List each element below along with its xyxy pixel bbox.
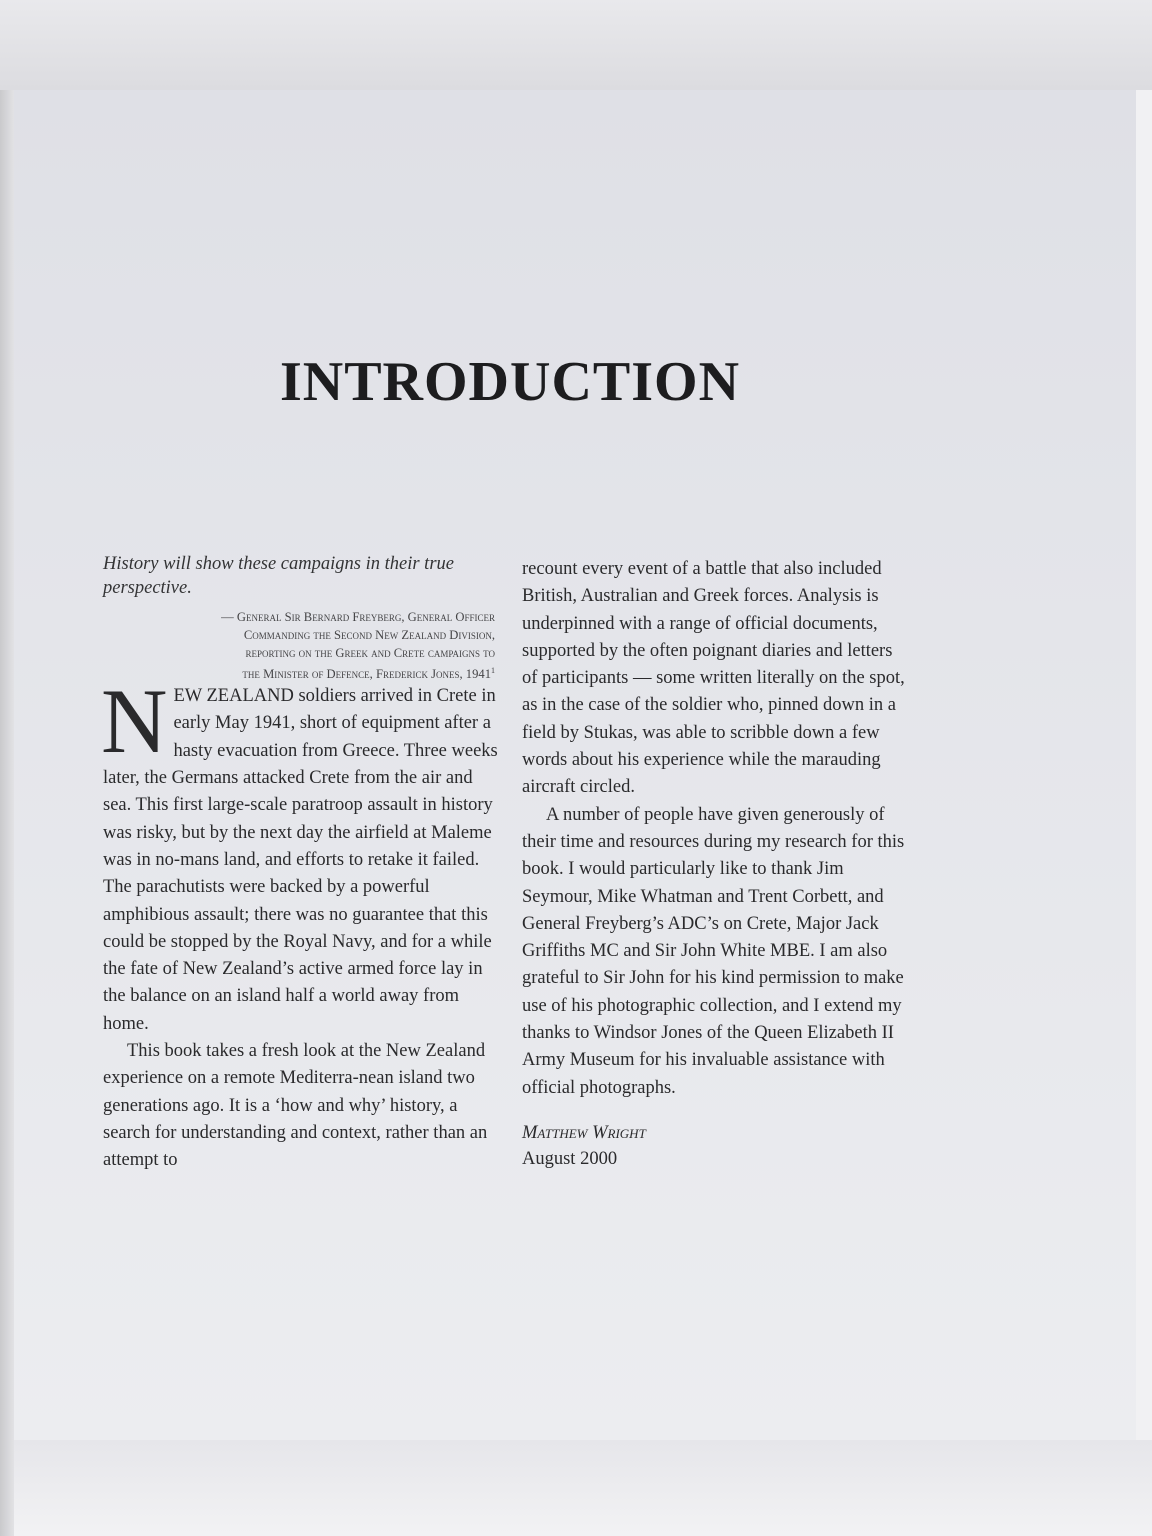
background-bottom bbox=[14, 1440, 1152, 1536]
body-paragraph-2: This book takes a fresh look at the New Zealand experience on a remote Mediterra-nean island two generations ago. It is a ‘how and why’ history, a search for understanding and context, rather than an attempt to bbox=[103, 1041, 488, 1171]
background-top bbox=[0, 0, 1152, 90]
body-paragraph-3: A number of people have given generously of their time and resources during my research for this book. I would particularly like to thank Jim Seymour, Mike Whatman and Trent Corbett, and General Freyberg’s ADC’s on Crete, Major Jack Griffiths MC and Sir John White MBE. I am also grateful to Sir John for his kind permission to make use of his photographic collection, and I extend my thanks to Windsor Jones of the Queen Elizabeth II Army Museum for his invaluable assistance with official photographs. bbox=[522, 804, 905, 1098]
body-paragraph-2-continued: recount every event of a battle that also included British, Australian and Greek forces. Analysis is underpinned with a range of official documents, supported by the often poignant diaries and letters of participants — some written literally on the spot, as in the case of the soldier who, pinned down in a field by Stukas, was able to scribble down a few words about his experience while the marauding aircraft circled. bbox=[522, 559, 905, 798]
chapter-title: INTRODUCTION bbox=[279, 351, 741, 413]
right-column bbox=[522, 556, 912, 1172]
epigraph-attr-line: — General Sir Bernard Freyberg, General Officer bbox=[221, 610, 495, 624]
footnote-marker: 1 bbox=[491, 666, 495, 675]
epigraph-attr-text: the Minister of Defence, Frederick Jones, 1941 bbox=[242, 667, 491, 682]
paragraph-text: soldiers arrived in Crete in early May 1941, short of equipment after a hasty evacuation from Greece. Three weeks later, the Germans attacked Crete from the air and sea. This first large-scale paratroop assault in history was risky, but by the next day the airfield at Maleme was in no-mans land, and efforts to retake it failed. The parachutists were backed by a powerful amphibious assault; there was no guarantee that this could be stopped by the Royal Navy, and for a while the fate of New Zealand’s active armed force lay in the balance on an island half a world away from home. bbox=[103, 686, 498, 1034]
page-edge-left bbox=[0, 90, 14, 1536]
author-signature: Matthew Wright bbox=[522, 1122, 646, 1143]
page-edge-right bbox=[1136, 90, 1152, 1536]
signature-date: August 2000 bbox=[522, 1148, 618, 1169]
left-column bbox=[103, 552, 498, 1175]
epigraph-quote: History will show these campaigns in their true perspective. bbox=[103, 554, 454, 598]
epigraph-attr-line: reporting on the Greek and Crete campaigns to bbox=[245, 646, 495, 660]
epigraph-attr-line: Commanding the Second New Zealand Division, bbox=[243, 628, 495, 642]
lead-in-text: EW ZEALAND bbox=[173, 686, 294, 707]
drop-cap: N bbox=[101, 670, 168, 773]
